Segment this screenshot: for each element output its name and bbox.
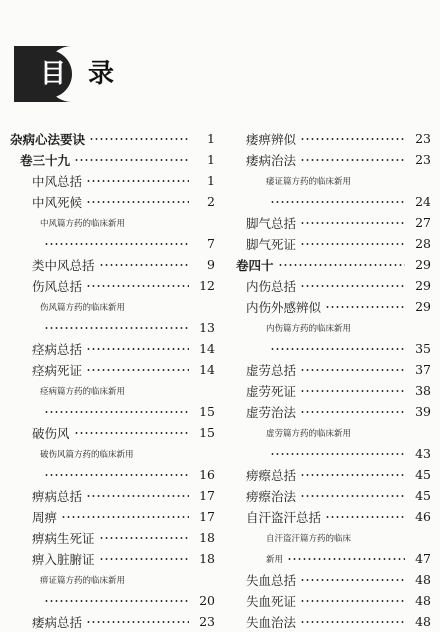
toc-entry-title: 脚气死证: [246, 236, 297, 252]
title-char-1: 目: [40, 59, 89, 89]
toc-entry-page: 15: [199, 404, 215, 419]
dot-leader: [325, 516, 405, 518]
toc-entry-page: 18: [199, 551, 215, 566]
toc-entry: [236, 317, 431, 338]
dot-leader: [44, 327, 189, 329]
toc-entry: [10, 527, 215, 548]
toc-entry-title: 痿痹辨似: [246, 131, 297, 147]
dot-leader: [300, 285, 405, 287]
toc-entry-page: 1: [207, 173, 215, 188]
toc-entry-title: 破伤风篇方药的临床新用: [40, 449, 134, 460]
toc-entry-page: 39: [415, 404, 431, 419]
toc-entry-title: 失血总括: [246, 572, 297, 588]
dot-leader: [300, 495, 405, 497]
toc-entry-page: 35: [415, 341, 431, 356]
toc-entry: [236, 590, 431, 611]
toc-entry-title: 虚劳总括: [246, 362, 297, 378]
toc-right-column: [236, 128, 431, 632]
toc-entry-page: 45: [415, 467, 431, 482]
toc-entry-title: 破伤风: [32, 425, 70, 441]
dot-leader: [270, 348, 405, 350]
toc-entry: [236, 359, 431, 380]
toc-entry-title: 中风总括: [32, 173, 83, 189]
toc-entry-page: 18: [199, 530, 215, 545]
toc-entry: [236, 380, 431, 401]
toc-entry: [10, 569, 215, 590]
toc-entry-title: 卷三十九: [20, 152, 71, 168]
toc-entry: [10, 317, 215, 338]
toc-entry-title: 虚劳治法: [246, 404, 297, 420]
toc-entry: [236, 212, 431, 233]
toc-entry-page: 20: [199, 593, 215, 608]
dot-leader: [99, 537, 189, 539]
toc-entry: [10, 338, 215, 359]
toc-entry: [10, 401, 215, 422]
toc-entry-page: 38: [415, 383, 431, 398]
page-title: [40, 50, 136, 98]
toc-entry: [10, 233, 215, 254]
toc-entry-title: 痹入脏腑证: [32, 551, 95, 567]
toc-entry-title: 伤风总括: [32, 278, 83, 294]
dot-leader: [61, 516, 189, 518]
toc-entry-title: 卷四十: [236, 257, 274, 273]
toc-entry-title: 痉病总括: [32, 341, 83, 357]
dot-leader: [300, 369, 405, 371]
toc-entry-page: 1: [207, 131, 215, 146]
dot-leader: [300, 579, 405, 581]
toc-entry: [10, 149, 215, 170]
toc-entry: [10, 254, 215, 275]
toc-entry-page: 14: [199, 362, 215, 377]
toc-entry-title: 中风篇方药的临床新用: [40, 218, 126, 229]
dot-leader: [270, 453, 405, 455]
toc-entry-title: 痉病死证: [32, 362, 83, 378]
dot-leader: [86, 621, 189, 623]
toc-entry-page: 29: [415, 278, 431, 293]
toc-entry: [10, 191, 215, 212]
dot-leader: [89, 138, 189, 140]
toc-entry-page: 48: [415, 614, 431, 629]
dot-leader: [278, 264, 405, 266]
toc-entry-page: 27: [415, 215, 431, 230]
toc-entry-title: 失血死证: [246, 593, 297, 609]
toc-entry-page: 23: [415, 152, 431, 167]
toc-entry-title: 内伤外感辨似: [246, 299, 322, 315]
toc-entry-title: 痹病生死证: [32, 530, 95, 546]
toc-entry: [236, 191, 431, 212]
dot-leader: [44, 411, 189, 413]
dot-leader: [44, 600, 189, 602]
toc-entry-page: 15: [199, 425, 215, 440]
toc-entry: [10, 380, 215, 401]
toc-entry-title: 痨瘵治法: [246, 488, 297, 504]
toc-entry: [236, 401, 431, 422]
toc-entry-title: 痿证篇方药的临床新用: [266, 176, 352, 187]
toc-entry-page: 23: [199, 614, 215, 629]
toc-entry-title: 伤风篇方药的临床新用: [40, 302, 126, 313]
toc-entry-page: 12: [199, 278, 215, 293]
toc-entry-title: 自汗盗汗总括: [246, 509, 322, 525]
dot-leader: [74, 159, 189, 161]
toc-entry-page: 23: [415, 131, 431, 146]
toc-entry: [10, 422, 215, 443]
toc-entry: [236, 506, 431, 527]
toc-entry: [236, 464, 431, 485]
toc-entry-title: 失血治法: [246, 614, 297, 630]
toc-entry: [10, 506, 215, 527]
toc-entry: [10, 443, 215, 464]
dot-leader: [300, 411, 405, 413]
toc-entry: [236, 149, 431, 170]
toc-entry: [236, 296, 431, 317]
toc-entry-title: 类中风总括: [32, 257, 95, 273]
toc-entry-page: 24: [415, 194, 431, 209]
dot-leader: [86, 369, 189, 371]
dot-leader: [300, 138, 405, 140]
toc-entry-page: 17: [199, 509, 215, 524]
dot-leader: [99, 558, 189, 560]
toc-entry-page: 29: [415, 299, 431, 314]
toc-entry: [236, 611, 431, 632]
toc-entry: [10, 275, 215, 296]
dot-leader: [300, 243, 405, 245]
toc-left-column: [10, 128, 215, 632]
toc-entry-title: 脚气总括: [246, 215, 297, 231]
toc-entry: [236, 128, 431, 149]
toc-entry-page: 48: [415, 572, 431, 587]
toc-entry: [236, 338, 431, 359]
toc-entry-title: 虚劳篇方药的临床新用: [266, 428, 352, 439]
dot-leader: [86, 180, 189, 182]
toc-entry-title: 新用: [266, 554, 284, 565]
toc-entry: [10, 170, 215, 191]
toc-entry: [236, 170, 431, 191]
toc-entry: [10, 212, 215, 233]
toc-entry-title: 痉病篇方药的临床新用: [40, 386, 126, 397]
dot-leader: [44, 474, 189, 476]
toc-entry-page: 28: [415, 236, 431, 251]
toc-entry-page: 43: [415, 446, 431, 461]
toc-entry-page: 2: [207, 194, 215, 209]
toc-entry: [10, 590, 215, 611]
toc-entry-page: 37: [415, 362, 431, 377]
toc-entry: [10, 485, 215, 506]
dot-leader: [44, 243, 189, 245]
toc-entry-page: 16: [199, 467, 215, 482]
toc-entry-page: 14: [199, 341, 215, 356]
toc-entry-title: 虚劳死证: [246, 383, 297, 399]
toc-entry: [10, 359, 215, 380]
toc-entry-page: 47: [415, 551, 431, 566]
toc-entry-page: 17: [199, 488, 215, 503]
dot-leader: [300, 600, 405, 602]
dot-leader: [86, 285, 189, 287]
toc-entry-title: 周痹: [32, 509, 58, 525]
dot-leader: [300, 159, 405, 161]
toc-entry-page: 29: [415, 257, 431, 272]
toc-entry-page: 46: [415, 509, 431, 524]
toc-entry: [236, 569, 431, 590]
toc-entry: [236, 233, 431, 254]
dot-leader: [99, 264, 189, 266]
toc-entry: [10, 548, 215, 569]
toc-entry-page: 1: [207, 152, 215, 167]
toc-entry-title: 内伤总括: [246, 278, 297, 294]
dot-leader: [86, 348, 189, 350]
dot-leader: [300, 474, 405, 476]
toc-entry: [236, 275, 431, 296]
dot-leader: [270, 201, 405, 203]
toc-entry: [236, 422, 431, 443]
toc-entry: [10, 464, 215, 485]
dot-leader: [325, 306, 405, 308]
dot-leader: [300, 390, 405, 392]
title-char-2: 录: [88, 59, 137, 89]
toc-entry-page: 9: [207, 257, 215, 272]
toc-entry: [10, 296, 215, 317]
toc-entry: [236, 485, 431, 506]
toc-entry-title: 痿病总括: [32, 614, 83, 630]
toc-entry: [236, 443, 431, 464]
toc-entry-title: 痹证篇方药的临床新用: [40, 575, 126, 586]
dot-leader: [287, 558, 405, 560]
toc-entry: [236, 254, 431, 275]
toc-entry-title: 自汗盗汗篇方药的临床: [266, 533, 352, 544]
dot-leader: [86, 495, 189, 497]
toc-entry-page: 13: [199, 320, 215, 335]
toc-entry: [236, 548, 431, 569]
toc-entry-title: 痿病治法: [246, 152, 297, 168]
toc-entry-page: 7: [207, 236, 215, 251]
toc-entry: [236, 527, 431, 548]
toc-entry-title: 痨瘵总括: [246, 467, 297, 483]
dot-leader: [300, 222, 405, 224]
toc-entry-page: 48: [415, 593, 431, 608]
toc-entry: [10, 611, 215, 632]
toc-entry-page: 45: [415, 488, 431, 503]
toc-entry-title: 痹病总括: [32, 488, 83, 504]
toc-entry-title: 杂病心法要诀: [10, 131, 86, 147]
toc-entry-title: 中风死候: [32, 194, 83, 210]
dot-leader: [86, 201, 189, 203]
toc-entry-title: 内伤篇方药的临床新用: [266, 323, 352, 334]
dot-leader: [300, 621, 405, 623]
toc-entry: [10, 128, 215, 149]
dot-leader: [74, 432, 189, 434]
